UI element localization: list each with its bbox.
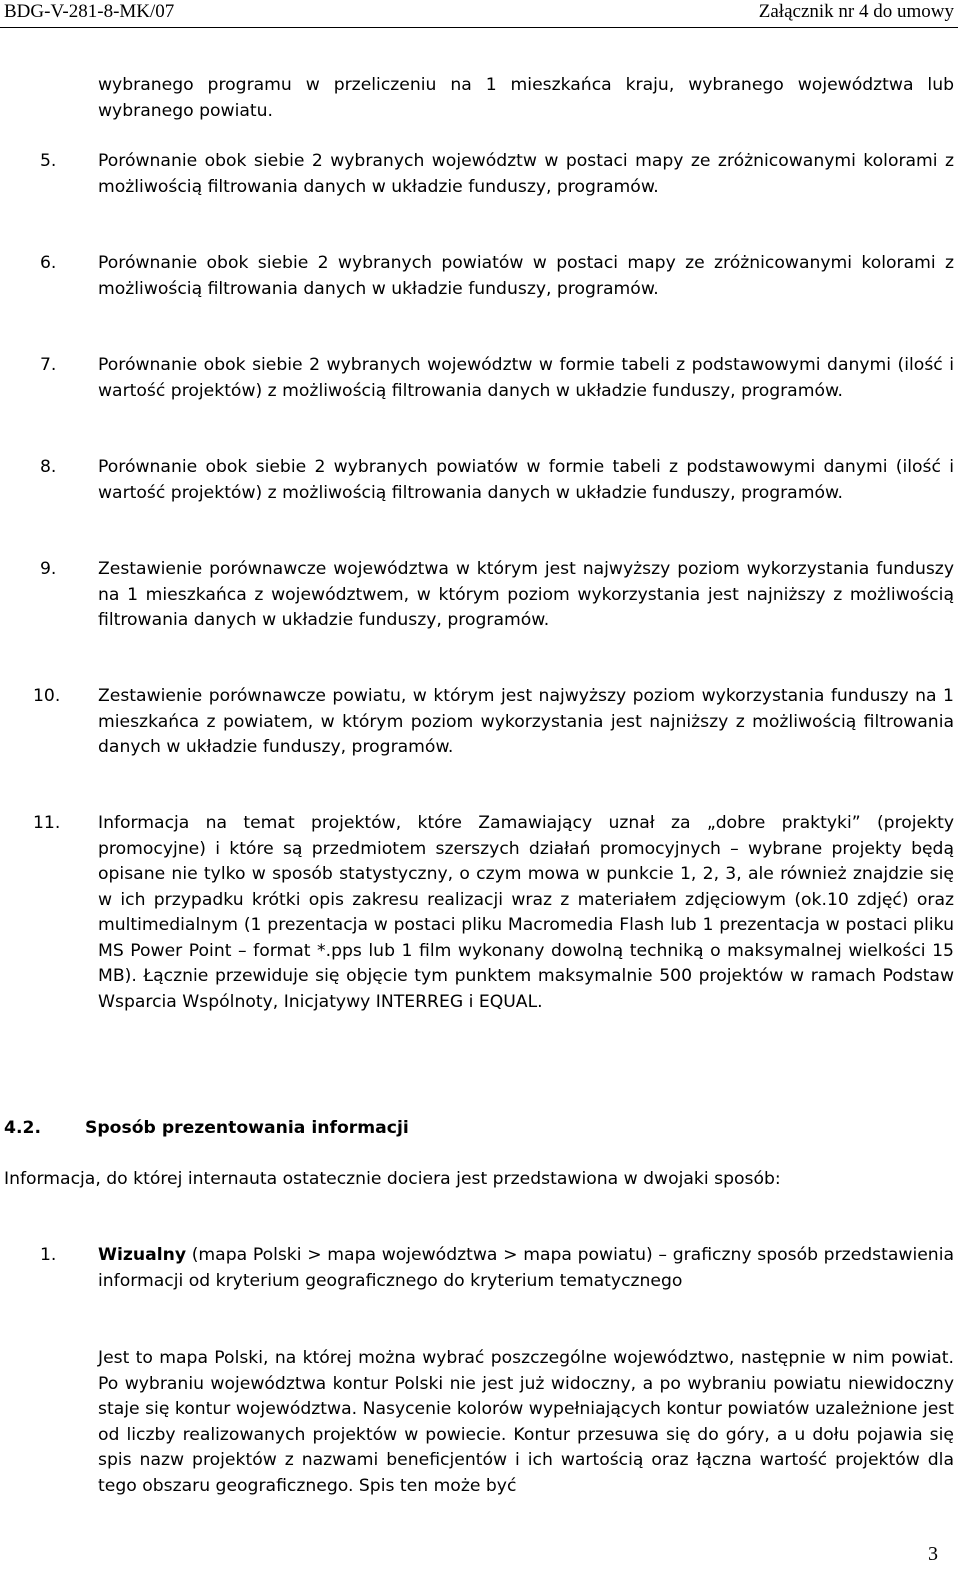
continuation-text: wybranego programu w przeliczeniu na 1 mieszkańca kraju, wybranego województwa lub wybranego powiatu. [98, 75, 954, 121]
list-item-number: 11. [33, 813, 61, 833]
list-item-text [98, 1243, 954, 1294]
section-title: Sposób prezentowania informacji [85, 1118, 409, 1138]
presentation-type: Wizualny [98, 1245, 187, 1265]
list-item-number: 10. [33, 686, 61, 706]
list-item-number: 8. [40, 457, 57, 477]
list-item-text: Zestawienie porównawcze województwa w którym jest najwyższy poziom wykorzystania funduszy na 1 mieszkańca z województwem, w którym poziom wykorzystania jest najniższy z możliwością filtrowania danych w układzie funduszy, programów. [98, 559, 954, 630]
list-item-number: 1. [40, 1245, 57, 1265]
list-item-text: Porównanie obok siebie 2 wybranych województw w postaci mapy ze zróżnicowanymi kolorami z możliwością filtrowania danych w układzie funduszy, programów. [98, 151, 954, 197]
page-number: 3 [928, 1543, 938, 1565]
list-item-text: Porównanie obok siebie 2 wybranych województw w formie tabeli z podstawowymi danymi (ilość i wartość projektów) z możliwością filtrowania danych w układzie funduszy, programów. [98, 355, 954, 401]
list-item-number: 9. [40, 559, 57, 579]
presentation-description: Jest to mapa Polski, na której można wybrać poszczególne województwo, następnie w nim powiat. Po wybraniu województwa kontur Polski nie jest już widoczny, a po wybraniu powiatu niewidoczny staje się kontur województwa. Nasycenie kolorów wypełniających kontur powiatów uzależnione jest od liczby realizowanych projektów w powiecie. Kontur przesuwa się do góry, a u dołu pojawia się spis nazw projektów z nazwami beneficjentów i ich wartością oraz łączna wartość projektów dla tego obszaru geograficznego. Spis ten może być [98, 1348, 954, 1496]
attachment-label: Załącznik nr 4 do umowy [758, 1, 954, 22]
section-heading [4, 1116, 954, 1142]
list-item-text: Informacja na temat projektów, które Zamawiający uznał za „dobre praktyki” (projekty promocyjne) i które są przedmiotem szerszych działań promocyjnych – wybrane projekty będą opisane nie tylko w sposób statystyczny, o czym mowa w punkcie 1, 2, 3, ale również znajdzie się w ich przypadku krótki opis zakresu realizacji wraz z materiałem zdjęciowym (ok.10 zdjęć) oraz multimedialnym (1 prezentacja w postaci pliku Macromedia Flash lub 1 prezentacja w postaci pliku MS Power Point – format *.pps lub 1 film wykonany dowolną techniką o maksymalnej wielkości 15 MB). Łącznie przewiduje się objęcie tym punktem maksymalnie 500 projektów w ramach Podstaw Wsparcia Wspólnoty, Inicjatywy INTERREG i EQUAL. [98, 813, 954, 1012]
section-number: 4.2. [4, 1118, 41, 1138]
section-intro: Informacja, do której internauta ostatecznie dociera jest przedstawiona w dwojaki sposób: [4, 1169, 781, 1189]
list-item-number: 7. [40, 355, 57, 375]
list-item-text: Porównanie obok siebie 2 wybranych powiatów w postaci mapy ze zróżnicowanymi kolorami z możliwością filtrowania danych w układzie funduszy, programów. [98, 253, 954, 299]
list-item-number: 6. [40, 253, 57, 273]
list-item-text: Zestawienie porównawcze powiatu, w którym jest najwyższy poziom wykorzystania funduszy na 1 mieszkańca z powiatem, w którym poziom wykorzystania jest najniższy z możliwością filtrowania danych w układzie funduszy, programów. [98, 686, 954, 757]
header-rule [0, 27, 958, 28]
document-reference: BDG-V-281-8-MK/07 [4, 1, 175, 22]
list-item-text: Porównanie obok siebie 2 wybranych powiatów w formie tabeli z podstawowymi danymi (ilość i wartość projektów) z możliwością filtrowania danych w układzie funduszy, programów. [98, 457, 954, 503]
page-header [0, 0, 960, 28]
list-item-number: 5. [40, 151, 57, 171]
presentation-summary: (mapa Polski > mapa województwa > mapa powiatu) – graficzny sposób przedstawienia informacji od kryterium geograficznego do kryterium tematycznego [98, 1245, 954, 1291]
